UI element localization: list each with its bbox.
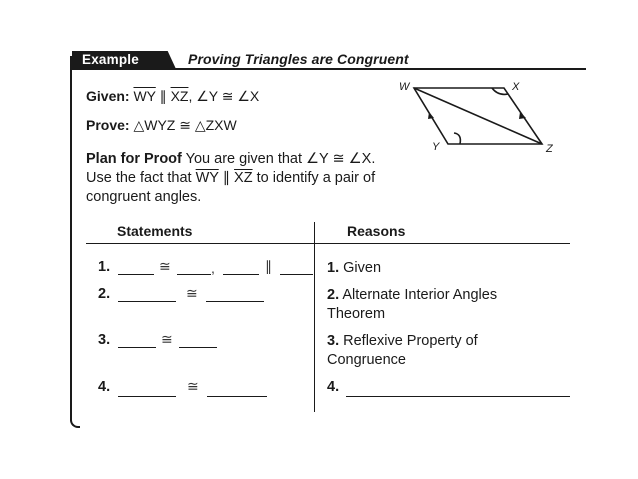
blank-field[interactable]: [118, 396, 176, 397]
vertex-label-x: X: [512, 81, 520, 93]
blank-field[interactable]: [177, 274, 211, 275]
reason-text: Given: [343, 260, 382, 276]
statements-header: Statements: [117, 223, 193, 239]
plan-segment-wy: $\overline{WY}$: [195, 170, 219, 186]
parallel-arrow-xz: [519, 112, 526, 119]
congruent-symbol: ≅: [161, 331, 173, 347]
comma: ,: [211, 260, 215, 276]
plan-segment-xz: $\overline{XZ}$: [234, 170, 253, 186]
reason-number: 3.: [327, 333, 340, 349]
plan-label: Plan for Proof: [86, 151, 182, 167]
blank-field[interactable]: [280, 274, 313, 275]
segment-xz: $\overline{XZ}$: [170, 88, 189, 104]
prove-line: [86, 117, 237, 134]
plan-text-1: You are given that ∠Y ≅ ∠X. Use the fact that: [86, 151, 376, 186]
blank-field[interactable]: [118, 274, 154, 275]
given-line: [86, 88, 259, 105]
parallelogram-figure: [392, 76, 560, 156]
given-angles: , ∠Y ≅ ∠X: [188, 88, 260, 104]
statement-number: 2.: [98, 286, 111, 302]
reason-3: [327, 332, 527, 370]
vertex-label-w: W: [399, 81, 410, 93]
table-header-rule: [86, 243, 570, 244]
parallel-symbol: ∥: [155, 88, 171, 104]
reason-text: Alternate Interior Angles Theorem: [327, 287, 498, 322]
reason-number: 2.: [327, 287, 340, 303]
parallel-arrow-wy: [428, 112, 434, 119]
reason-blank-field[interactable]: [346, 396, 570, 397]
segment-wy: $\overline{WY}$: [133, 88, 156, 104]
reason-number: 1.: [327, 260, 340, 276]
prove-label: Prove:: [86, 117, 130, 133]
angle-mark-y: [454, 133, 460, 144]
parallel-symbol: ∥: [265, 258, 272, 274]
reasons-header: Reasons: [347, 223, 406, 239]
blank-field[interactable]: [206, 301, 264, 302]
congruent-symbol: ≅: [186, 285, 198, 301]
congruent-symbol: ≅: [159, 258, 171, 274]
left-border-hook: [70, 416, 80, 428]
blank-field[interactable]: [118, 347, 156, 348]
blank-field[interactable]: [207, 396, 267, 397]
left-border: [70, 56, 72, 422]
blank-field[interactable]: [223, 274, 259, 275]
reason-2: [327, 286, 547, 324]
example-label: Example: [82, 52, 139, 67]
statement-number: 1.: [98, 259, 111, 275]
blank-field[interactable]: [179, 347, 217, 348]
plan-parallel-symbol: ∥: [218, 170, 235, 186]
reason-text: Reflexive Property of Congruence: [327, 333, 478, 368]
prove-statement: △WYZ ≅ △ZXW: [133, 117, 237, 133]
statement-number: 4.: [98, 379, 111, 395]
vertex-label-z: Z: [546, 143, 553, 155]
reason-1: [327, 259, 381, 278]
reason-number: 4.: [327, 379, 340, 395]
vertex-label-y: Y: [432, 141, 440, 153]
page-title: Proving Triangles are Congruent: [188, 51, 409, 67]
column-divider: [314, 222, 315, 412]
blank-field[interactable]: [118, 301, 176, 302]
given-label: Given:: [86, 88, 130, 104]
congruent-symbol: ≅: [187, 378, 199, 394]
plan-for-proof: [86, 150, 376, 207]
plan-text-2: to identify a pair of congruent angles.: [86, 170, 376, 205]
statement-number: 3.: [98, 332, 111, 348]
